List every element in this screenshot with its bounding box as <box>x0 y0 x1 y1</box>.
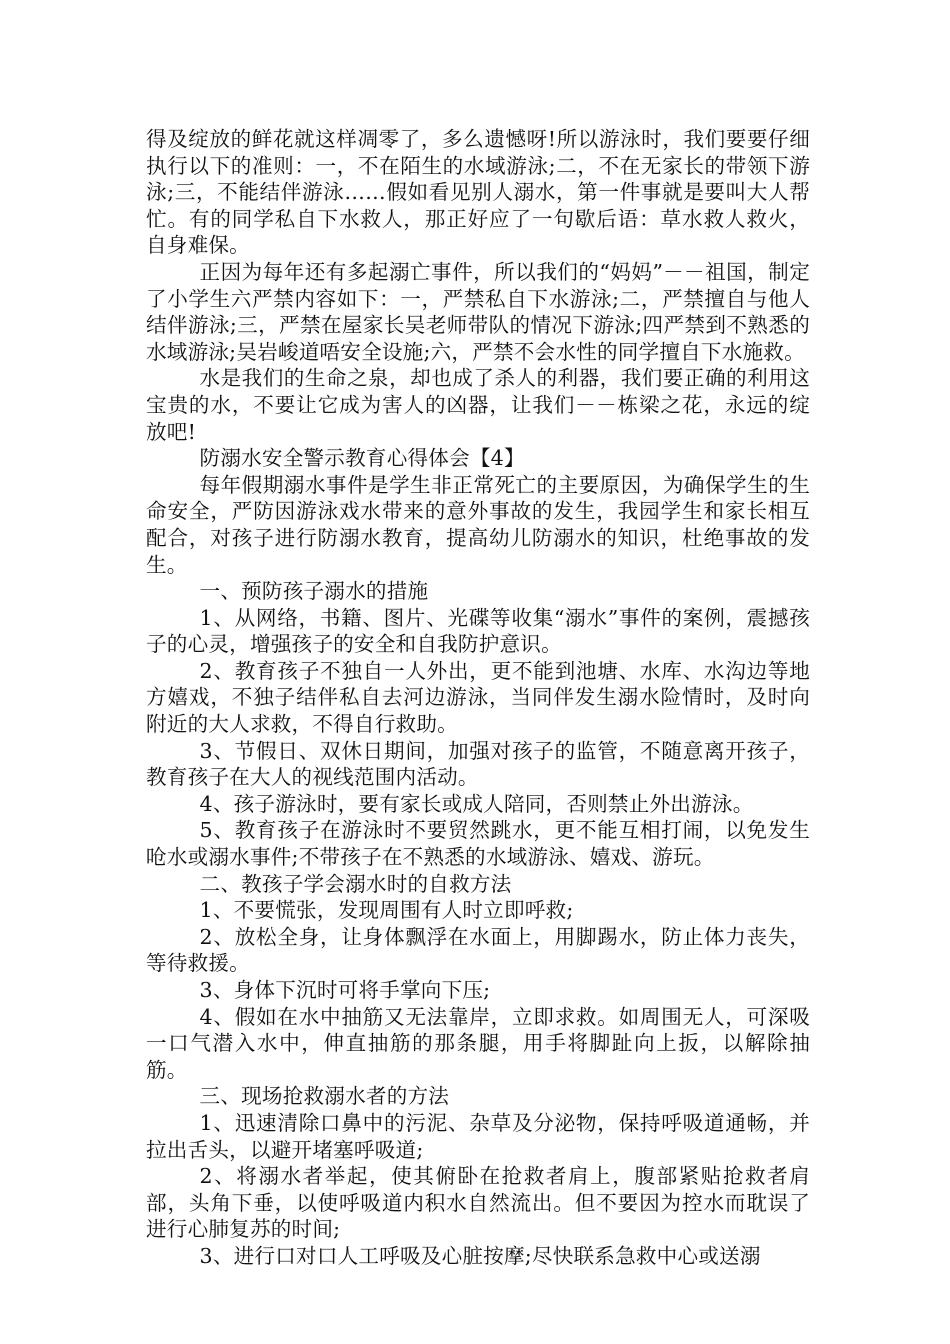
list-item: 3、身体下沉时可将手掌向下压; <box>199 978 491 1002</box>
list-item: 4、假如在水中抽筋又无法靠岸，立即求救。如周围无人，可深吸一口气潜入水中，伸直抽筋的那条腿，用手将脚趾向上扳，以解除抽筋。 <box>146 1004 810 1082</box>
list-item: 2、教育孩子不独自一人外出，更不能到池塘、水库、水沟边等地方嬉戏，不独子结伴私自去河边游泳，当同伴发生溺水险情时，及时向附近的大人求救，不得自行救助。 <box>146 658 810 737</box>
heading-prevention: 一、预防孩子溺水的措施 <box>199 579 429 604</box>
list-item: 5、教育孩子在游泳时不要贸然跳水，更不能互相打闹，以免发生呛水或溺水事件;不带孩子在不熟悉的水域游泳、嬉戏、游玩。 <box>146 818 810 870</box>
list-item: 4、孩子游泳时，要有家长或成人陪同，否则禁止外出游泳。 <box>199 791 754 816</box>
list-item: 3、节假日、双休日期间，加强对孩子的监管，不随意离开孩子，教育孩子在大人的视线范围内活动。 <box>146 738 810 790</box>
list-item: 2、将溺水者举起，使其俯卧在抢救者肩上，腹部紧贴抢救者肩部，头角下垂，以使呼吸道内积水自然流出。但不要因为控水而耽误了进行心肺复苏的时间; <box>146 1164 810 1242</box>
paragraph-six-prohibitions: 正因为每年还有多起溺亡事件，所以我们的“妈妈”－－祖国，制定了小学生六严禁内容如下：一，严禁私自下水游泳;二，严禁擅自与他人结伴游泳;三，严禁在屋家长吴老师带队的情况下游泳;四严禁到不熟悉的水域游泳;吴岩峻道唔安全设施;六，严禁不会水性的同学擅自下水施救。 <box>146 259 810 364</box>
document-body <box>146 126 810 1270</box>
list-item: 1、从网络，书籍、图片、光碟等收集“溺水”事件的案例，震撼孩子的心灵，增强孩子的安全和自我防护意识。 <box>146 605 810 657</box>
list-item: 3、进行口对口人工呼吸及心脏按摩;尽快联系急救中心或送溺 <box>199 1243 761 1268</box>
list-item: 1、不要慌张，发现周围有人时立即呼救; <box>199 898 574 923</box>
paragraph-continuation: 得及绽放的鲜花就这样凋零了，多么遗憾呀!所以游泳时，我们要要仔细执行以下的准则：一，不在陌生的水域游泳;二，不在无家长的带领下游泳;三，不能结伴游泳……假如看见别人溺水，第一件事就是要叫大人帮忙。有的同学私自下水救人，那正好应了一句歇后语：草水救人救火，自身难保。 <box>146 127 810 258</box>
list-item: 1、迅速清除口鼻中的污泥、杂草及分泌物，保持呼吸道通畅，并拉出舌头，以避开堵塞呼吸道; <box>146 1110 810 1162</box>
section-title: 防溺水安全警示教育心得体会【4】 <box>199 446 525 471</box>
list-item: 2、放松全身，让身体飘浮在水面上，用脚踢水，防止体力丧失，等待救援。 <box>146 924 810 976</box>
heading-self-rescue: 二、教孩子学会溺水时的自救方法 <box>199 871 512 896</box>
paragraph-water-conclusion: 水是我们的生命之泉，却也成了杀人的利器，我们要正确的利用这宝贵的水，不要让它成为害人的凶器，让我们－－栋梁之花，永远的绽放吧! <box>146 366 810 444</box>
heading-rescue-methods: 三、现场抢救溺水者的方法 <box>199 1084 450 1109</box>
paragraph-intro: 每年假期溺水事件是学生非正常死亡的主要原因，为确保学生的生命安全，严防因游泳戏水带来的意外事故的发生，我园学生和家长相互配合，对孩子进行防溺水教育，提高幼儿防溺水的知识，杜绝事故的发生。 <box>146 472 810 577</box>
